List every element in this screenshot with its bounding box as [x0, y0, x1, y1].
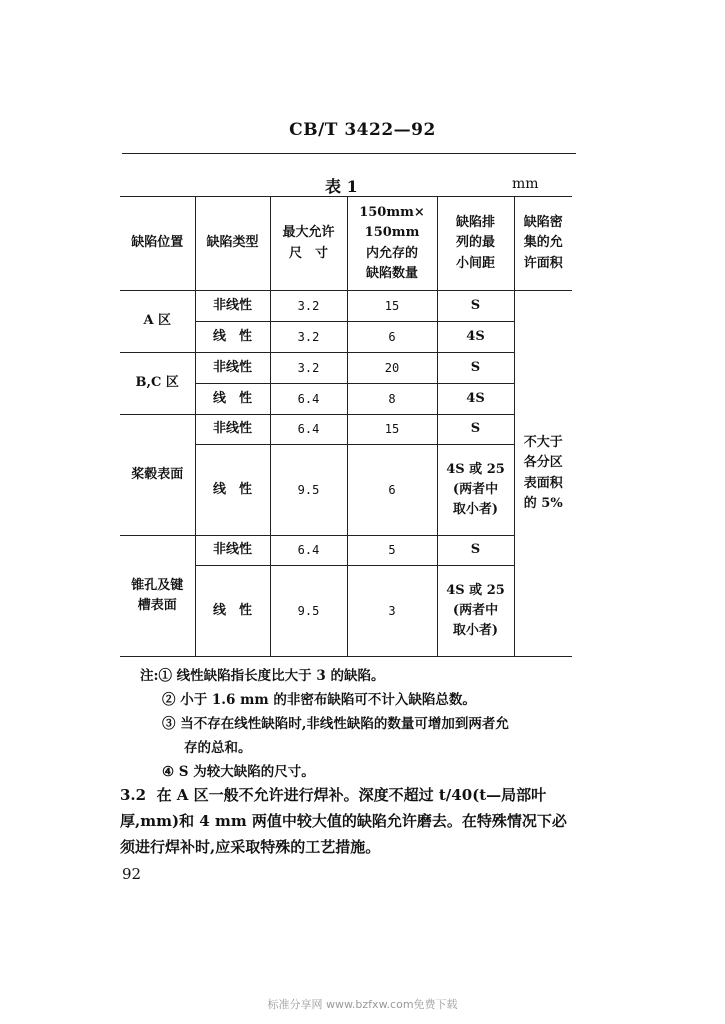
header-spacing: 缺陷排 列的最 小间距: [437, 197, 514, 291]
type-cell: 非线性: [195, 353, 270, 384]
area-cell: 不大于 各分区 表面积 的 5%: [514, 291, 572, 657]
location-cell: 桨毂表面: [120, 415, 195, 536]
size-cell: 6.4: [270, 415, 347, 445]
count-cell: 15: [347, 415, 437, 445]
size-cell: 3.2: [270, 291, 347, 322]
clause-number: 3.2: [120, 786, 147, 804]
count-cell: 8: [347, 384, 437, 415]
header-max-size: 最大允许 尺 寸: [270, 197, 347, 291]
table-unit: mm: [512, 176, 539, 192]
header-rule: [122, 153, 576, 154]
spacing-cell: 4S: [437, 384, 514, 415]
table-notes: [140, 664, 580, 784]
type-cell: 线 性: [195, 322, 270, 353]
size-cell: 9.5: [270, 566, 347, 657]
note-line: ② 小于 1.6 mm 的非密布缺陷可不计入缺陷总数。: [162, 692, 476, 708]
header-count: 150mm× 150mm 内允存的 缺陷数量: [347, 197, 437, 291]
header-type: 缺陷类型: [195, 197, 270, 291]
size-cell: 6.4: [270, 384, 347, 415]
clause-text: 在 A 区一般不允许进行焊补。深度不超过 t/40(t—局部叶厚,mm)和 4 mm 两值中较大值的缺陷允许磨去。在特殊情况下必须进行焊补时,应采取特殊的工艺措施。: [120, 786, 567, 856]
spacing-cell: 4S 或 25 (两者中 取小者): [437, 445, 514, 536]
size-cell: 9.5: [270, 445, 347, 536]
table-row: [120, 536, 572, 566]
count-cell: 6: [347, 322, 437, 353]
size-cell: 3.2: [270, 322, 347, 353]
count-cell: 20: [347, 353, 437, 384]
spacing-cell: S: [437, 536, 514, 566]
page-number: 92: [122, 865, 142, 883]
table-row: [120, 291, 572, 322]
location-cell: 锥孔及键 槽表面: [120, 536, 195, 657]
type-cell: 非线性: [195, 415, 270, 445]
defect-table: [120, 196, 572, 657]
clause-paragraph: [120, 782, 580, 860]
watermark: 标准分享网 www.bzfxw.com免费下载: [267, 998, 458, 1011]
count-cell: 6: [347, 445, 437, 536]
type-cell: 非线性: [195, 291, 270, 322]
note-line: ④ S 为较大缺陷的尺寸。: [162, 764, 315, 780]
type-cell: 非线性: [195, 536, 270, 566]
type-cell: 线 性: [195, 566, 270, 657]
spacing-cell: S: [437, 415, 514, 445]
table-header-row: [120, 197, 572, 291]
spacing-cell: S: [437, 291, 514, 322]
location-cell: A 区: [120, 291, 195, 353]
table-row: [120, 415, 572, 445]
note-line: 注:① 线性缺陷指长度比大于 3 的缺陷。: [140, 668, 385, 684]
count-cell: 3: [347, 566, 437, 657]
spacing-cell: 4S: [437, 322, 514, 353]
location-cell: B,C 区: [120, 353, 195, 415]
header-location: 缺陷位置: [120, 197, 195, 291]
standard-code: CB/T 3422—92: [289, 120, 436, 140]
count-cell: 5: [347, 536, 437, 566]
note-line: 存的总和。: [184, 740, 252, 756]
size-cell: 3.2: [270, 353, 347, 384]
header-area: 缺陷密 集的允 许面积: [514, 197, 572, 291]
table-title: 表 1: [325, 177, 358, 196]
spacing-cell: 4S 或 25 (两者中 取小者): [437, 566, 514, 657]
note-line: ③ 当不存在线性缺陷时,非线性缺陷的数量可增加到两者允: [162, 716, 509, 732]
type-cell: 线 性: [195, 384, 270, 415]
table-row: [120, 353, 572, 384]
size-cell: 6.4: [270, 536, 347, 566]
spacing-cell: S: [437, 353, 514, 384]
count-cell: 15: [347, 291, 437, 322]
type-cell: 线 性: [195, 445, 270, 536]
